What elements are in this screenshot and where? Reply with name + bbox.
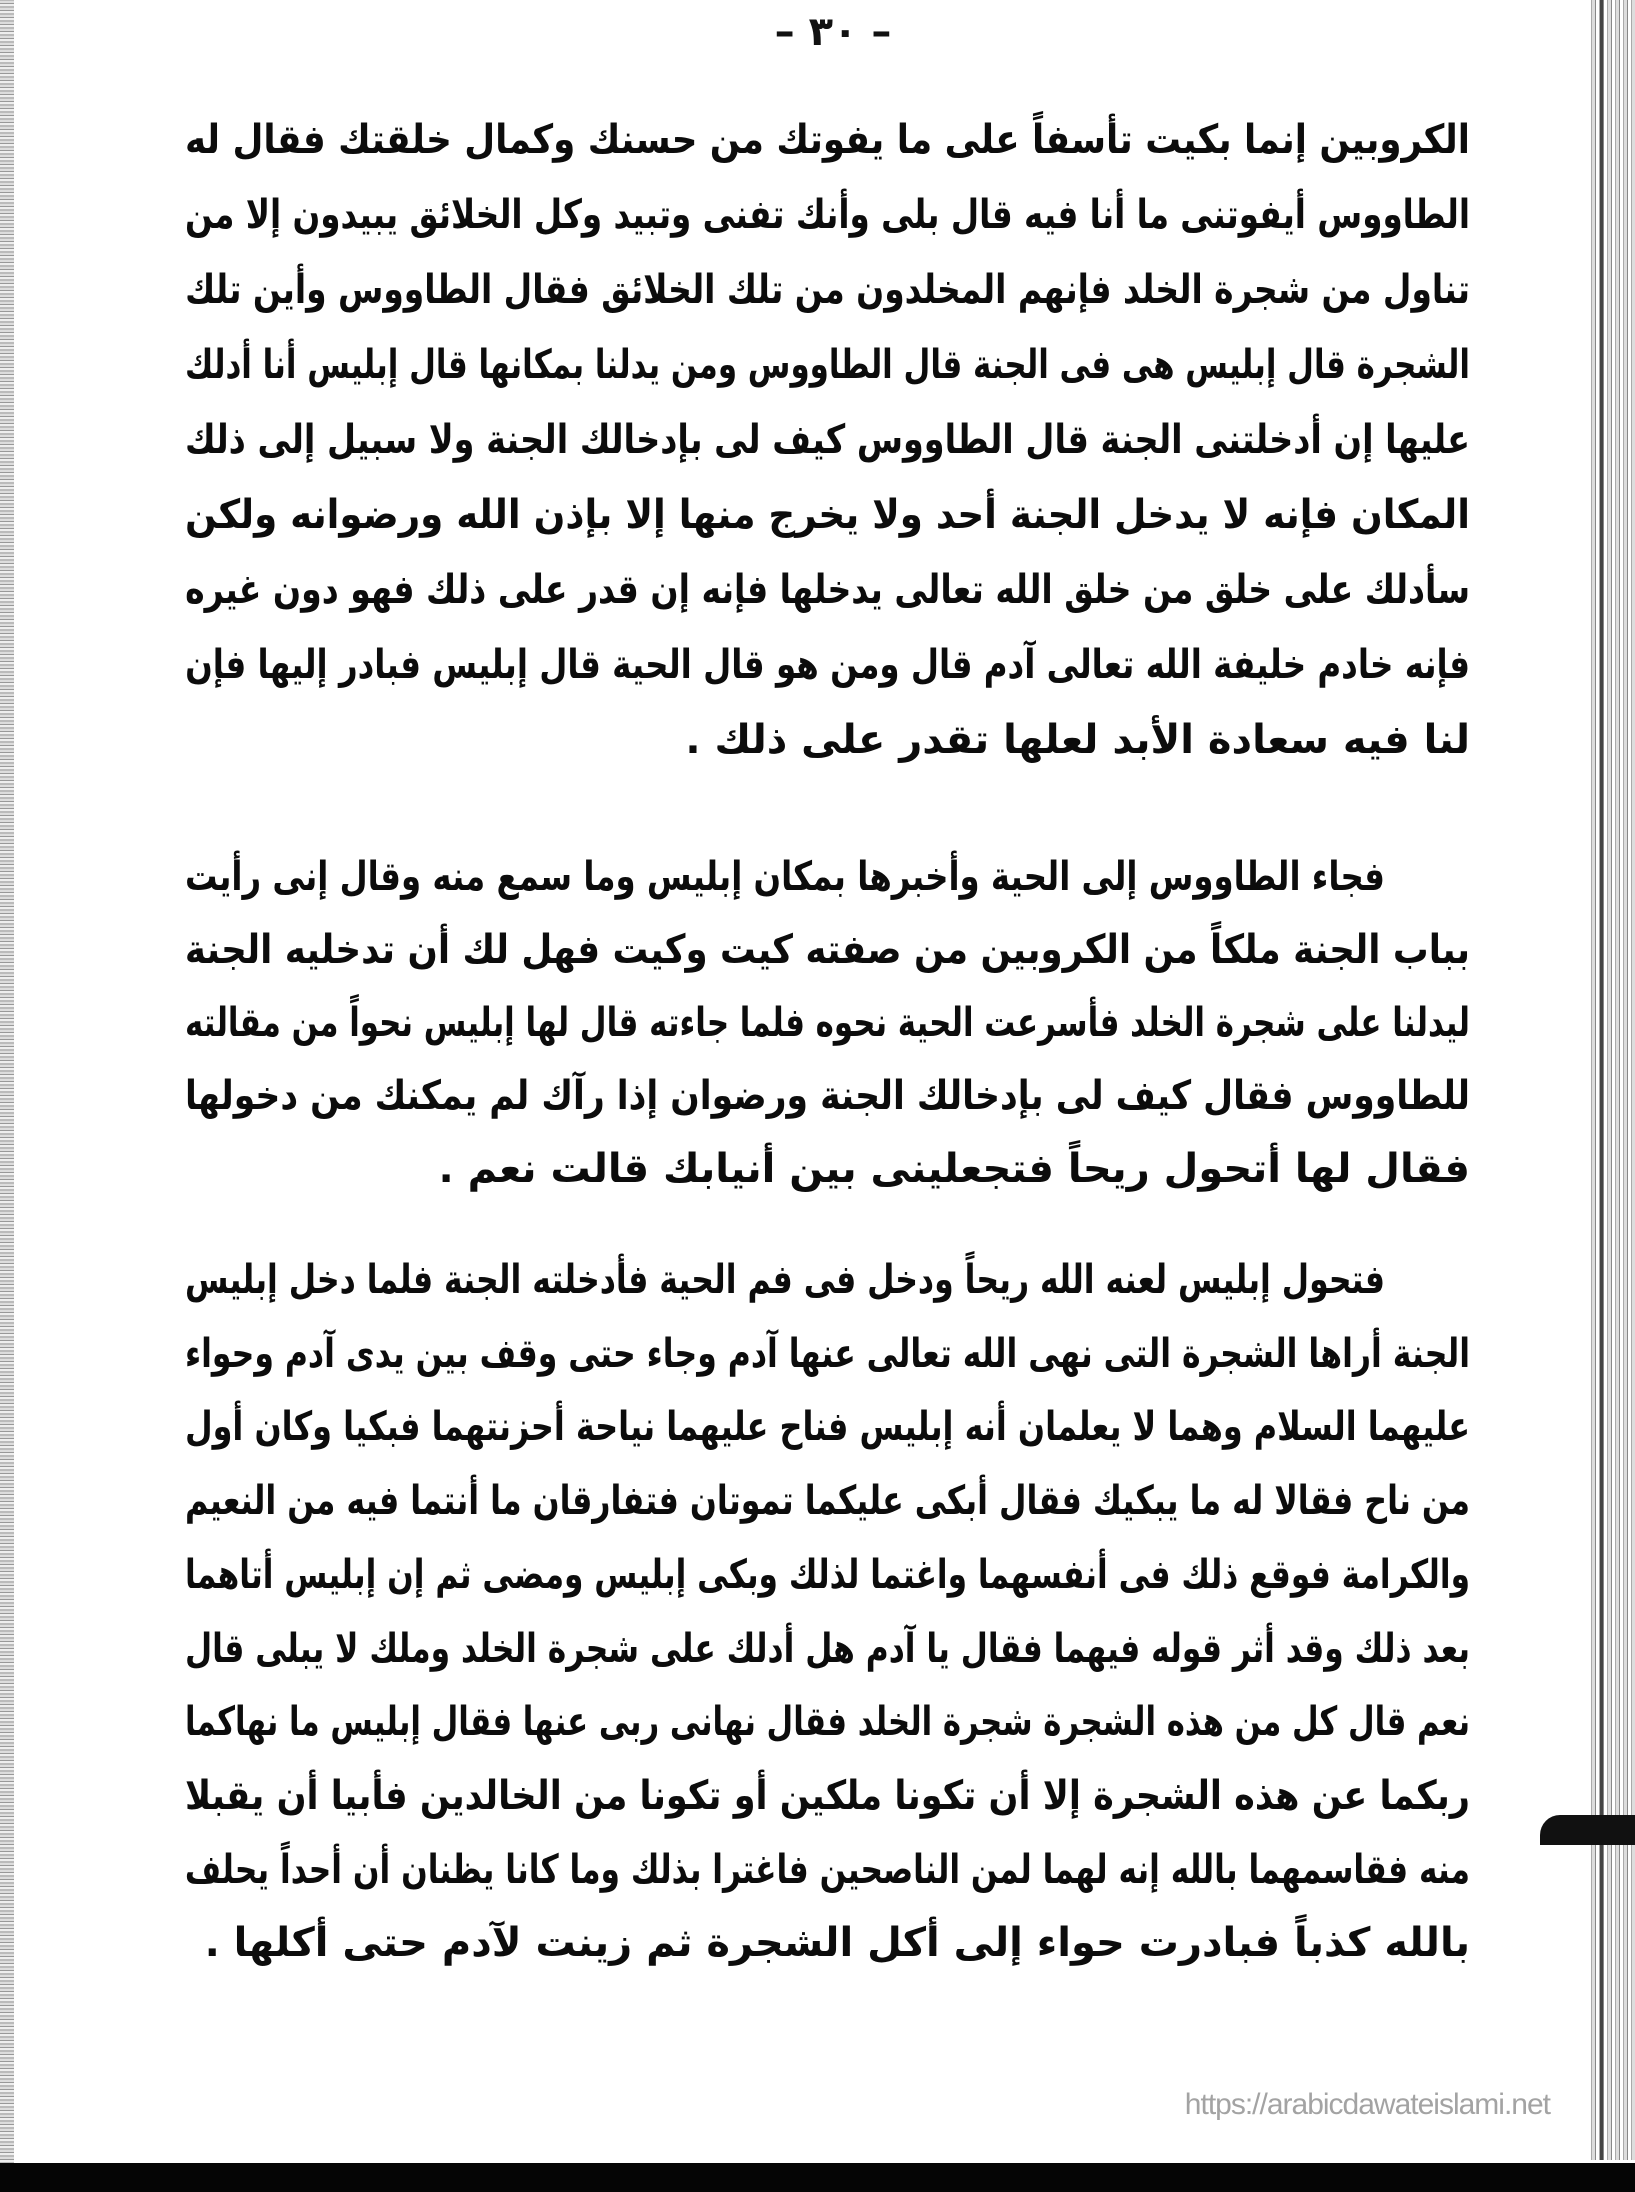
text-line: بالله كذباً فبادرت حواء إلى أكل الشجرة ثم زينت لآدم حتى أكلها . — [204, 1920, 1470, 1966]
text-line: فإنه خادم خليفة الله تعالى آدم قال ومن هو قال الحية قال إبليس فبادر إليها فإن — [185, 642, 1471, 688]
text-line: ربكما عن هذه الشجرة إلا أن تكونا ملكين أو تكونا من الخالدين فأبيا أن يقبلا — [184, 1773, 1470, 1819]
text-line: فقال لها أتحول ريحاً فتجعلينى بين أنيابك قالت نعم . — [438, 1146, 1470, 1192]
text-line: عليها إن أدخلتنى الجنة قال الطاووس كيف لى بإدخالك الجنة ولا سبيل إلى ذلك — [184, 417, 1470, 463]
text-line: الجنة أراها الشجرة التى نهى الله تعالى عنها آدم وجاء حتى وقف بين يدى آدم وحواء — [185, 1331, 1471, 1377]
text-line: الكروبين إنما بكيت تأسفاً على ما يفوتك من حسنك وكمال خلقتك فقال له — [185, 117, 1471, 163]
text-line: المكان فإنه لا يدخل الجنة أحد ولا يخرج منها إلا بإذن الله ورضوانه ولكن — [185, 492, 1471, 538]
text-line: والكرامة فوقع ذلك فى أنفسهما واغتما لذلك وبكى إبليس ومضى ثم إن إبليس أتاهما — [185, 1552, 1471, 1598]
text-line: منه فقاسمهما بالله إنه لهما لمن الناصحين فاغترا بذلك وما كانا يظنان أن أحداً يحلف — [184, 1847, 1471, 1893]
text-line: لنا فيه سعادة الأبد لعلها تقدر على ذلك . — [685, 717, 1470, 763]
text-line: بباب الجنة ملكاً من الكروبين من صفته كيت وكيت فهل لك أن تدخليه الجنة — [184, 927, 1471, 973]
text-line: بعد ذلك وقد أثر قوله فيهما فقال يا آدم هل أدلك على شجرة الخلد وملك لا يبلى قال — [184, 1626, 1470, 1672]
page-number: – ٣٠ – — [774, 9, 892, 55]
text-line: تناول من شجرة الخلد فإنهم المخلدون من تلك الخلائق فقال الطاووس وأين تلك — [185, 267, 1470, 313]
scan-bottom-border — [0, 2163, 1635, 2192]
text-line: عليهما السلام وهما لا يعلمان أنه إبليس فناح عليهما نياحة أحزنتهما فبكيا وكان أول — [184, 1404, 1470, 1450]
text-line: الشجرة قال إبليس هى فى الجنة قال الطاووس ومن يدلنا بمكانها قال إبليس أنا أدلك — [185, 342, 1470, 388]
page-edge-left — [0, 0, 14, 2192]
text-line: سأدلك على خلق من خلق الله تعالى يدخلها فإنه إن قدر على ذلك فهو دون غيره — [185, 567, 1470, 613]
text-line: الطاووس أيفوتنى ما أنا فيه قال بلى وأنك تفنى وتبيد وكل الخلائق يبيدون إلا من — [184, 192, 1470, 238]
text-line: من ناح فقالا له ما يبكيك فقال أبكى عليكما تموتان فتفارقان ما أنتما فيه من النعيم — [184, 1478, 1471, 1524]
scan-shadow — [1540, 1815, 1635, 1845]
watermark-url: https://arabicdawateislami.net — [1184, 2088, 1550, 2121]
text-line: للطاووس فقال كيف لى بإدخالك الجنة ورضوان إذا رآك لم يمكنك من دخولها — [184, 1073, 1470, 1119]
text-line: فتحول إبليس لعنه الله ريحاً ودخل فى فم الحية فأدخلته الجنة فلما دخل إبليس — [185, 1257, 1385, 1303]
text-line: فجاء الطاووس إلى الحية وأخبرها بمكان إبليس وما سمع منه وقال إنى رأيت — [184, 854, 1385, 900]
text-line: نعم قال كل من هذه الشجرة شجرة الخلد فقال نهانى ربى عنها فقال إبليس ما نهاكما — [184, 1699, 1470, 1745]
text-line: ليدلنا على شجرة الخلد فأسرعت الحية نحوه فلما جاءته قال لها إبليس نحواً من مقالته — [185, 1000, 1470, 1046]
